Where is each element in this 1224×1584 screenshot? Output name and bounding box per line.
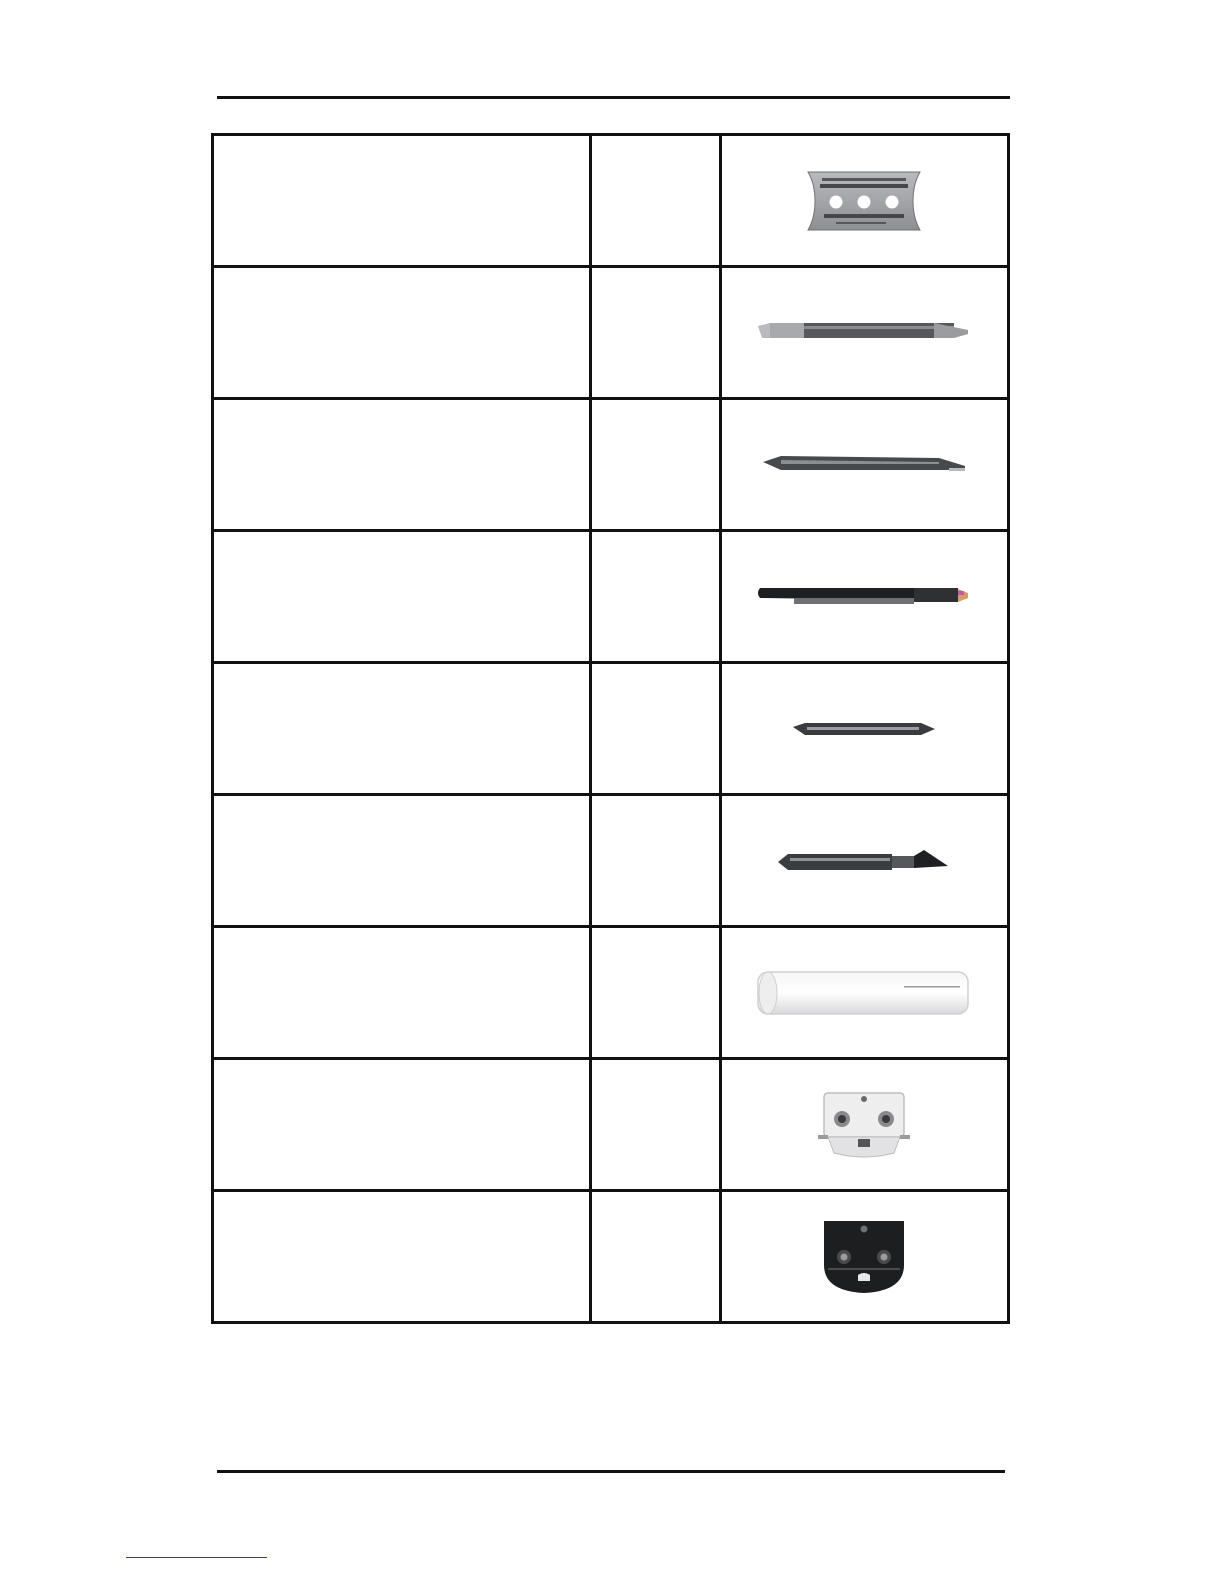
table-row [213,531,1009,663]
table-row [213,1191,1009,1323]
parts-table [211,133,1010,1324]
part-number-cell [590,135,720,267]
footer-rule [217,1470,1005,1473]
part-number-cell [590,927,720,1059]
white-blade-holder-icon [814,1085,914,1165]
part-number-cell [590,1059,720,1191]
table-row [213,399,1009,531]
description-cell [213,267,591,399]
description-cell [213,927,591,1059]
image-cell [720,795,1008,927]
description-cell [213,399,591,531]
table-row [213,135,1009,267]
black-blade-holder-icon [814,1215,914,1299]
image-cell [720,1059,1008,1191]
header-rule [217,96,1010,99]
image-cell [720,927,1008,1059]
short-blade-icon [789,717,939,741]
image-cell [720,531,1008,663]
long-point-blade-icon [774,844,954,878]
image-cell [720,267,1008,399]
table-row [213,663,1009,795]
part-number-cell [590,267,720,399]
part-number-cell [590,663,720,795]
description-cell [213,531,591,663]
cutting-blade-icon [754,318,974,348]
part-number-cell [590,1191,720,1323]
description-cell [213,135,591,267]
table-row [213,267,1009,399]
image-cell [720,1191,1008,1323]
image-cell [720,135,1008,267]
flat-razor-blade-icon [794,166,934,236]
part-number-cell [590,531,720,663]
description-cell [213,1191,591,1323]
footer-link-underline[interactable] [126,1557,267,1558]
table-row [213,927,1009,1059]
slender-blade-icon [759,450,969,480]
white-roller-icon [754,968,974,1018]
description-cell [213,1059,591,1191]
description-cell [213,663,591,795]
part-number-cell [590,795,720,927]
image-cell [720,399,1008,531]
description-cell [213,795,591,927]
table-row [213,1059,1009,1191]
table-row [213,795,1009,927]
image-cell [720,663,1008,795]
part-number-cell [590,399,720,531]
carbide-blade-icon [754,582,974,612]
